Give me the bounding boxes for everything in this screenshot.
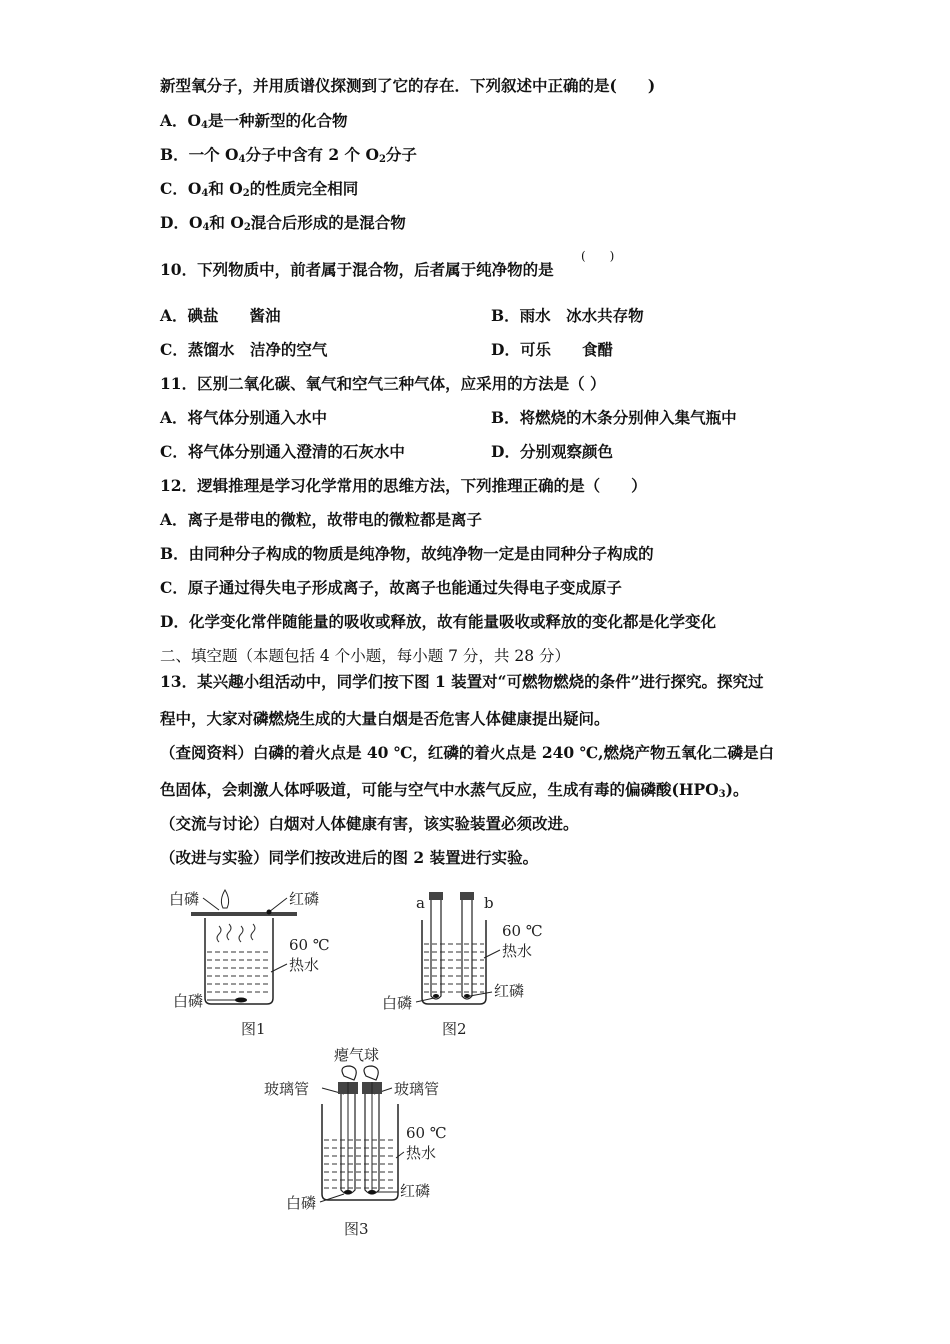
fig3-label-temp: 60 ℃: [406, 1124, 447, 1142]
q13-line-2: 程中，大家对磷燃烧生成的大量白烟是否危害人体健康提出疑问。: [160, 709, 610, 728]
fig1-label-red: 红磷: [289, 890, 320, 908]
fig1-caption: 图1: [241, 1020, 266, 1038]
fig2-caption: 图2: [442, 1020, 467, 1038]
q13-line-3: （查阅资料）白磷的着火点是 40 ℃，红磷的着火点是 240 ℃,燃烧产物五氧化二磷是白: [160, 743, 775, 762]
q11-option-c: C．将气体分别通入澄清的石灰水中: [160, 442, 405, 461]
fig1-label-temp: 60 ℃: [289, 936, 330, 954]
fig3-label-water: 热水: [406, 1144, 437, 1162]
q9-option-a: A．$O_4$是一种新型的化合物: [160, 111, 348, 131]
q9-option-c: C．$O_4$和 $O_2$的性质完全相同: [160, 179, 359, 199]
q10-option-b: B．雨水 冰水共存物: [491, 306, 644, 325]
q10-stem: 10．下列物质中，前者属于混合物，后者属于纯净物的是: [160, 260, 554, 279]
q13-line-4: 色固体，会刺激人体呼吸道，可能与空气中水蒸气反应，生成有毒的偏磷酸$(HPO_3)$。: [160, 780, 749, 800]
figure-3: [262, 1040, 462, 1240]
q11-option-d: D．分别观察颜色: [491, 442, 613, 461]
fig3-label-tube-right: 玻璃管: [394, 1080, 440, 1098]
q11-stem: 11．区别二氧化碳、氧气和空气三种气体，应采用的方法是（ ）: [160, 374, 606, 393]
fig2-label-water: 热水: [502, 942, 533, 960]
q12-option-d: D．化学变化常伴随能量的吸收或释放，故有能量吸收或释放的变化都是化学变化: [160, 612, 716, 631]
q12-option-b: B．由同种分子构成的物质是纯净物，故纯净物一定是由同种分子构成的: [160, 544, 654, 563]
fig2-label-b: b: [484, 894, 494, 912]
fig1-label-water: 热水: [289, 956, 320, 974]
q9-option-d: D．$O_4$和 $O_2$混合后形成的是混合物: [160, 213, 406, 233]
fig1-label-white-top: 白磷: [169, 890, 200, 908]
q9-stem: 新型氧分子，并用质谱仪探测到了它的存在．下列叙述中正确的是( ): [160, 76, 656, 95]
figure-2: [380, 880, 550, 1040]
fig3-label-balloon: 瘪气球: [334, 1046, 380, 1064]
fig3-label-tube-left: 玻璃管: [264, 1080, 310, 1098]
fig1-label-white-bottom: 白磷: [173, 992, 204, 1010]
q11-option-a: A．将气体分别通入水中: [160, 408, 328, 427]
q12-option-a: A．离子是带电的微粒，故带电的微粒都是离子: [160, 510, 483, 529]
q11-option-b: B．将燃烧的木条分别伸入集气瓶中: [491, 408, 737, 427]
fig2-label-a: a: [416, 894, 425, 912]
figure-1: [165, 880, 345, 1040]
fig3-caption: 图3: [344, 1220, 369, 1238]
q10-option-c: C．蒸馏水 洁净的空气: [160, 340, 328, 359]
q13-line-5: （交流与讨论）白烟对人体健康有害，该实验装置必须改进。: [160, 814, 579, 833]
q13-line-1: 13．某兴趣小组活动中，同学们按下图 1 装置对“可燃物燃烧的条件”进行探究。探究过: [160, 672, 764, 691]
q12-option-c: C．原子通过得失电子形成离子，故离子也能通过失得电子变成原子: [160, 578, 622, 597]
q10-option-d: D．可乐 食醋: [491, 340, 613, 359]
fig2-label-temp: 60 ℃: [502, 922, 543, 940]
q12-stem: 12．逻辑推理是学习化学常用的思维方法，下列推理正确的是（ ）: [160, 476, 647, 495]
q10-option-a: A．碘盐 酱油: [160, 306, 281, 325]
q13-line-6: （改进与实验）同学们按改进后的图 2 装置进行实验。: [160, 848, 539, 867]
section-heading: 二、填空题（本题包括 4 个小题，每小题 7 分，共 28 分）: [160, 647, 571, 665]
fig2-label-white: 白磷: [382, 994, 413, 1012]
q10-answer-paren: ( ): [581, 249, 615, 263]
q9-option-b: B．一个 $O_4$分子中含有 2 个 $O_2$分子: [160, 145, 417, 165]
fig3-label-white: 白磷: [286, 1194, 317, 1212]
fig3-label-red: 红磷: [400, 1182, 431, 1200]
fig2-label-red: 红磷: [494, 982, 525, 1000]
